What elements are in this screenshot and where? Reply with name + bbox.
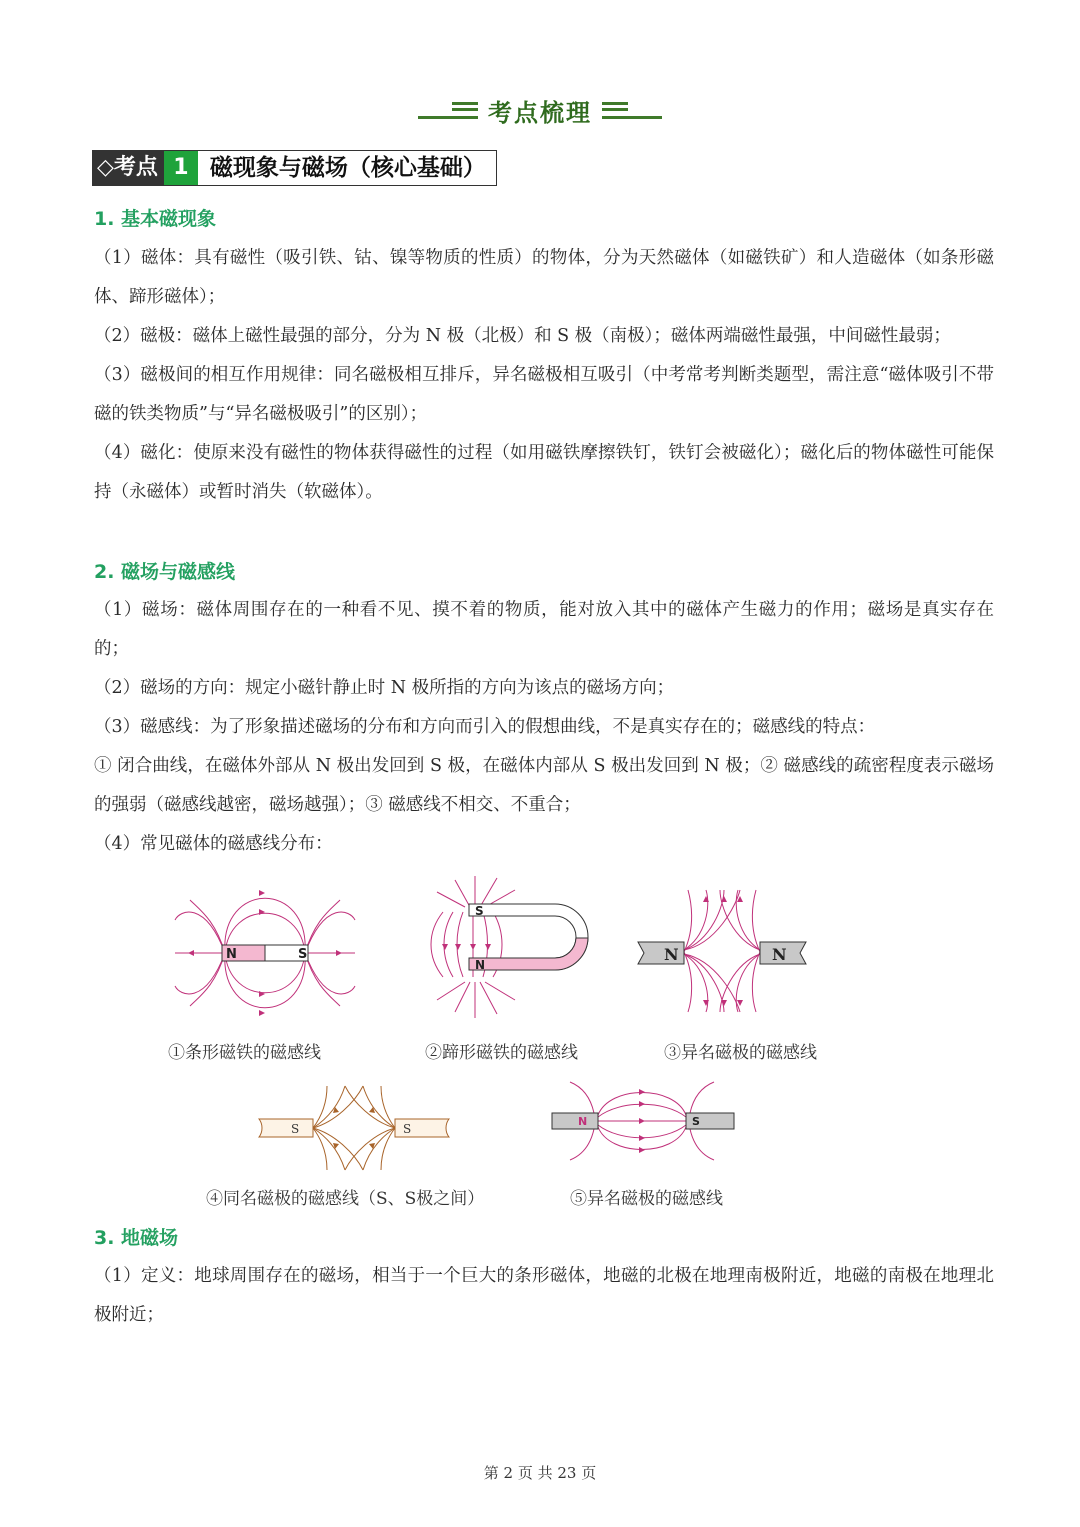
bar-s-label: S: [298, 947, 308, 962]
title-banner: [0, 96, 1080, 130]
bar-n-label: N: [226, 947, 237, 962]
ns-right-label: S: [692, 1115, 700, 1128]
figure-like-poles-ss: [255, 1082, 453, 1174]
paragraph-block-2: [94, 591, 994, 864]
caption-figure-5: ⑤异名磁极的磁感线: [570, 1189, 723, 1209]
para-field-lines: （3）磁感线：为了形象描述磁场的分布和方向而引入的假想曲线，不是真实存在的；磁感线的特点：: [94, 717, 876, 737]
nn-right-label: N: [772, 945, 787, 964]
heading-geomagnetism: 3. 地磁场: [94, 1227, 179, 1249]
banner-title: 考点梳理: [488, 99, 592, 127]
heading-field-lines: 2. 磁场与磁感线: [94, 561, 236, 583]
paragraph-block-3: [94, 1257, 994, 1335]
caption-figure-4: ④同名磁极的磁感线（S、S极之间）: [206, 1189, 485, 1209]
caption-figure-3: ③异名磁极的磁感线: [664, 1043, 817, 1063]
para-field-line-traits: ① 闭合曲线，在磁体外部从 N 极出发回到 S 极，在磁体内部从 S 极出发回到 N 极；② 磁感线的疏密程度表示磁场的强弱（磁感线越密，磁场越强）；③ 磁感线不相交、不重合；: [94, 756, 994, 815]
para-magnet: （1）磁体：具有磁性（吸引铁、钴、镍等物质的性质）的物体，分为天然磁体（如磁铁矿）和人造磁体（如条形磁体、蹄形磁体）；: [94, 248, 994, 307]
section-header: [92, 150, 497, 186]
caption-figure-2: ②蹄形磁铁的磁感线: [425, 1043, 578, 1063]
section-number: 1: [164, 151, 198, 185]
horseshoe-s-label: S: [475, 904, 484, 918]
figure-horseshoe-magnet: [425, 872, 595, 1022]
figure-unlike-poles-ns: [550, 1080, 740, 1162]
figure-bar-magnet: [170, 880, 360, 1020]
horseshoe-n-label: N: [475, 958, 486, 972]
section-name: 磁现象与磁场（核心基础）: [198, 151, 496, 185]
ns-left-label: N: [578, 1115, 588, 1128]
para-magnetization: （4）磁化：使原来没有磁性的物体获得磁性的过程（如用磁铁摩擦铁钉，铁钉会被磁化）；磁化后的物体磁性可能保持（永磁体）或暂时消失（软磁体）。: [94, 443, 994, 502]
para-common-magnets: （4）常见磁体的磁感线分布：: [94, 834, 333, 854]
caption-figure-1: ①条形磁铁的磁感线: [168, 1043, 321, 1063]
page-footer: 第 2 页 共 23 页: [483, 1464, 597, 1482]
ss-left-label: S: [291, 1122, 300, 1136]
nn-left-label: N: [664, 945, 679, 964]
heading-basic-magnetism: 1. 基本磁现象: [94, 208, 217, 230]
para-geomagnetism-definition: （1）定义：地球周围存在的磁场，相当于一个巨大的条形磁体，地磁的北极在地理南极附近，地磁的南极在地理北极附近；: [94, 1266, 994, 1325]
section-label: ◇考点: [93, 151, 164, 185]
paragraph-block-1: [94, 239, 994, 512]
figure-like-poles-nn: [636, 886, 808, 1016]
para-poles: （2）磁极：磁体上磁性最强的部分，分为 N 极（北极）和 S 极（南极）；磁体两端磁性最强，中间磁性最弱；: [94, 326, 951, 346]
ss-right-label: S: [403, 1122, 412, 1136]
para-interaction: （3）磁极间的相互作用规律：同名磁极相互排斥，异名磁极相互吸引（中考常考判断类题型，需注意“磁体吸引不带磁的铁类物质”与“异名磁极吸引”的区别）；: [94, 365, 994, 424]
para-field-direction: （2）磁场的方向：规定小磁针静止时 N 极所指的方向为该点的磁场方向；: [94, 678, 675, 698]
para-field: （1）磁场：磁体周围存在的一种看不见、摸不着的物质，能对放入其中的磁体产生磁力的作用；磁场是真实存在的；: [94, 600, 994, 659]
